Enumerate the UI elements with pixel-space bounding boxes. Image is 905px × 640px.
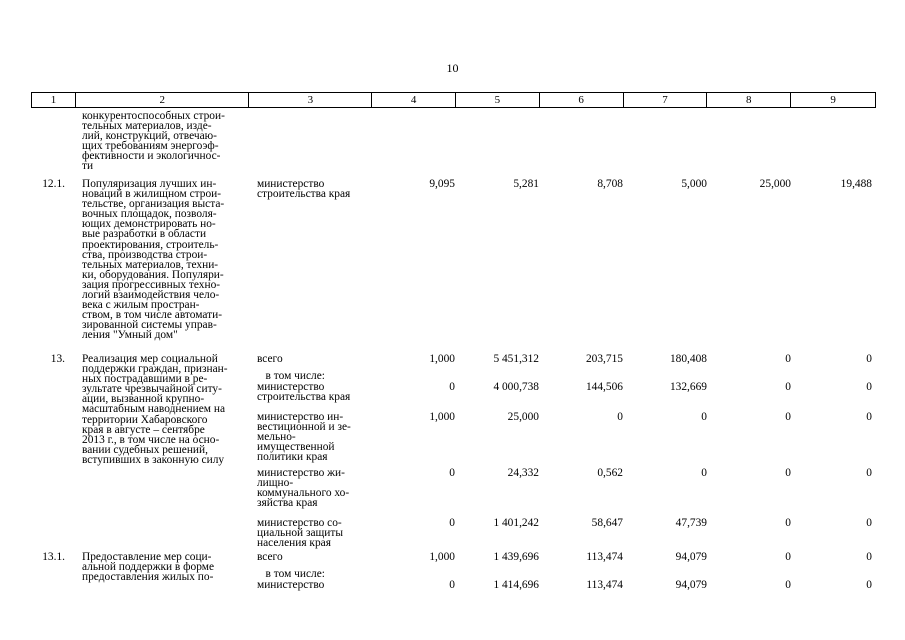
row-value-col-9: 19,488 <box>840 178 872 190</box>
row-value-col-9: 0 <box>866 353 872 365</box>
row-value-col-5: 25,000 <box>507 411 539 423</box>
column-number-1: 1 <box>32 93 76 107</box>
column-number-2: 2 <box>76 93 250 107</box>
row-executor: министерство со- циальной защиты населения края <box>257 517 344 550</box>
row-value-col-8: 0 <box>785 411 791 423</box>
row-value-col-4: 0 <box>449 579 455 591</box>
row-value-col-5: 1 401,242 <box>493 517 539 529</box>
row-value-col-8: 0 <box>785 381 791 393</box>
column-number-6: 6 <box>540 93 624 107</box>
row-value-col-4: 0 <box>449 467 455 479</box>
row-executor: министерство ин- вестиционной и зе- мельно- имущественной политики края <box>257 411 351 464</box>
row-code: 13.1. <box>42 551 65 563</box>
row-value-col-6: 58,647 <box>591 517 623 529</box>
row-value-col-9: 0 <box>866 517 872 529</box>
row-value-col-8: 0 <box>785 353 791 365</box>
row-executor: всего <box>257 353 283 365</box>
row-value-col-7: 94,079 <box>675 579 707 591</box>
row-value-col-7: 94,079 <box>675 551 707 563</box>
row-code: 13. <box>50 353 65 365</box>
row-value-col-5: 1 414,696 <box>493 579 539 591</box>
row-description: Популяризация лучших ин- новаций в жилищном строи- тельстве, организация выста- вочных площадок, позволя- ющих демонстрировать но- вые разработки в области проектирования, строитель- ства, производства строи- тельных материалов, техни- ки, оборудования. Популяри- зация прогрессивных техно- логий взаимодействия чело- века с жилым простран- ством, в том числе автомати- зированной системы управ- ления "Умный дом" <box>82 178 225 342</box>
row-description: Предоставление мер соци- альной поддержки в форме предоставления жилых по- <box>82 551 215 584</box>
table-header-row <box>31 92 876 108</box>
row-value-col-9: 0 <box>866 411 872 423</box>
row-value-col-8: 0 <box>785 517 791 529</box>
row-value-col-7: 0 <box>701 467 707 479</box>
row-value-col-6: 144,506 <box>585 381 623 393</box>
column-number-3: 3 <box>249 93 372 107</box>
row-value-col-9: 0 <box>866 467 872 479</box>
row-value-col-5: 24,332 <box>507 467 539 479</box>
row-value-col-7: 180,408 <box>669 353 707 365</box>
row-description: Реализация мер социальной поддержки граждан, признан- ных пострадавшими в ре- зультате чрезвычайной ситу- ации, вызванной крупно- масштабным наводнением на территории Хабаровского края в августе – сентябре 2013 г., в том числе на осно- вании судебных решений, вступивших в законную силу <box>82 353 228 466</box>
row-value-col-6: 8,708 <box>597 178 623 190</box>
row-value-col-6: 203,715 <box>585 353 623 365</box>
row-executor: в том числе: <box>257 568 325 580</box>
row-value-col-4: 0 <box>449 517 455 529</box>
column-number-8: 8 <box>707 93 791 107</box>
row-value-col-9: 0 <box>866 381 872 393</box>
row-value-col-6: 0 <box>617 411 623 423</box>
row-value-col-5: 5 451,312 <box>493 353 539 365</box>
row-executor: министерство <box>257 579 325 591</box>
row-value-col-7: 0 <box>701 411 707 423</box>
row-value-col-4: 1,000 <box>429 411 455 423</box>
row-value-col-5: 1 439,696 <box>493 551 539 563</box>
row-value-col-4: 1,000 <box>429 551 455 563</box>
row-value-col-6: 0,562 <box>597 467 623 479</box>
row-executor: в том числе: <box>257 370 325 382</box>
row-value-col-8: 25,000 <box>759 178 791 190</box>
row-description: конкурентоспособных строи- тельных материалов, изде- лий, конструкций, отвечаю- щих требованиям энергоэф- фективности и экологичнос- ти <box>82 110 225 173</box>
row-value-col-4: 1,000 <box>429 353 455 365</box>
column-number-9: 9 <box>830 94 836 106</box>
column-number-4: 4 <box>372 93 456 107</box>
row-value-col-4: 9,095 <box>429 178 455 190</box>
row-value-col-8: 0 <box>785 551 791 563</box>
row-executor: министерство строительства края <box>257 381 351 404</box>
column-number-7: 7 <box>624 93 708 107</box>
row-executor: министерство жи- лищно- коммунального хо- зяйства края <box>257 467 350 510</box>
column-number-5: 5 <box>456 93 540 107</box>
row-value-col-6: 113,474 <box>586 579 623 591</box>
row-code: 12.1. <box>42 178 65 190</box>
row-value-col-9: 0 <box>866 579 872 591</box>
row-value-col-7: 132,669 <box>669 381 707 393</box>
row-value-col-7: 5,000 <box>681 178 707 190</box>
row-value-col-7: 47,739 <box>675 517 707 529</box>
row-value-col-5: 4 000,738 <box>493 381 539 393</box>
row-value-col-9: 0 <box>866 551 872 563</box>
row-executor: министерство строительства края <box>257 178 351 201</box>
row-executor: всего <box>257 551 283 563</box>
page-number: 10 <box>446 61 459 75</box>
row-value-col-8: 0 <box>785 467 791 479</box>
row-value-col-6: 113,474 <box>586 551 623 563</box>
row-value-col-4: 0 <box>449 381 455 393</box>
row-value-col-5: 5,281 <box>513 178 539 190</box>
row-value-col-8: 0 <box>785 579 791 591</box>
